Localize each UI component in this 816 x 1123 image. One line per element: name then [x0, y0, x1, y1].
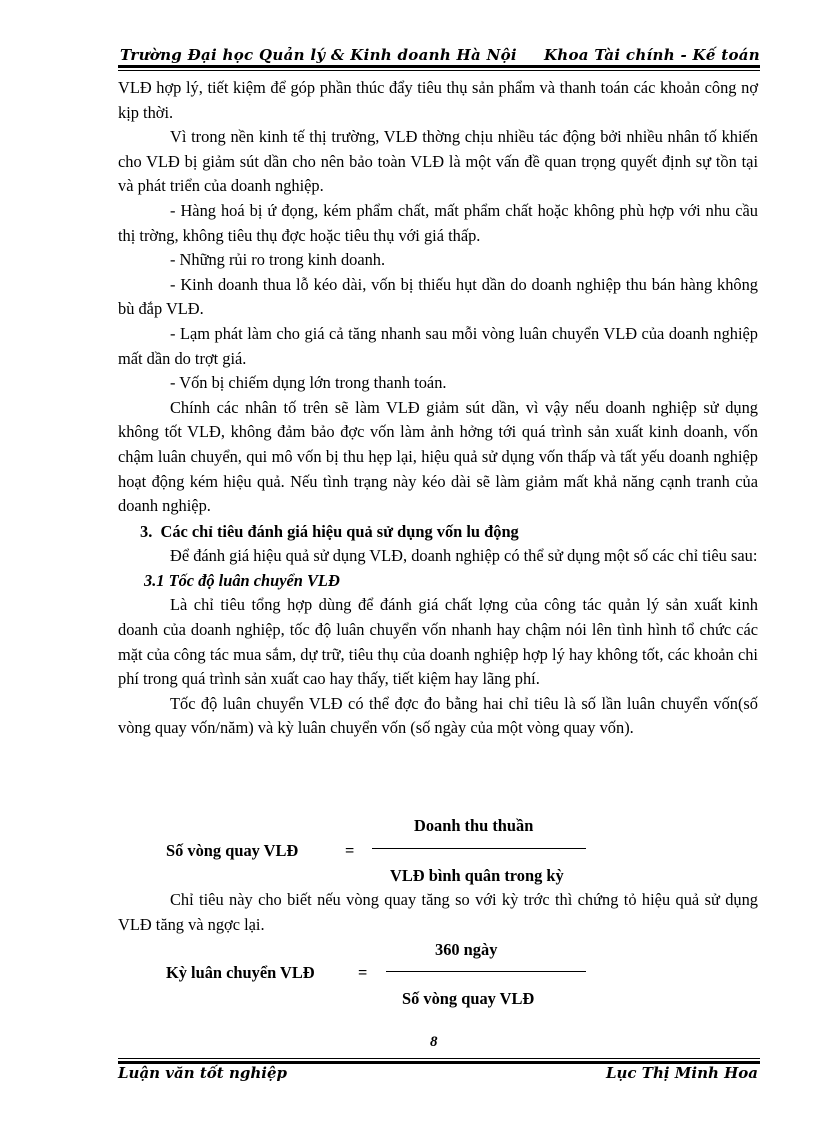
- paragraph: Chỉ tiêu này cho biết nếu vòng quay tăng so với kỳ trớc thì chứng tỏ hiệu quả sử dụng VLĐ tăng và ngợc lại.: [118, 890, 758, 934]
- formula2-lhs: Kỳ luân chuyển VLĐ: [166, 963, 315, 982]
- paragraph: - Hàng hoá bị ứ đọng, kém phẩm chất, mất phẩm chất hoặc không phù hợp với nhu cầu thị trờng, không tiêu thụ đợc hoặc tiêu thụ với giá thấp.: [118, 200, 758, 245]
- section-3-1-heading: 3.1 Tốc độ luân chuyển VLĐ: [144, 570, 340, 590]
- formula1-lhs: Số vòng quay VLĐ: [166, 841, 299, 860]
- paragraph: - Kinh doanh thua lỗ kéo dài, vốn bị thiếu hụt dần do doanh nghiệp thu bán hàng không bù đắp VLĐ.: [118, 274, 758, 319]
- section-3-heading: [118, 520, 758, 545]
- formula1-fraction-bar: [372, 848, 586, 849]
- footer-thesis-label: Luận văn tốt nghiệp: [118, 1064, 287, 1082]
- section-number: 3.: [140, 521, 153, 541]
- formula2-equals: =: [358, 963, 368, 982]
- paragraph: Tốc độ luân chuyển VLĐ có thể đợc đo bằng hai chỉ tiêu là số lần luân chuyển vốn(số vòng quay vốn/năm) và kỳ luân chuyển vốn (số ngày của một vòng quay vốn).: [118, 693, 758, 738]
- paragraph: - Vốn bị chiếm dụng lớn trong thanh toán.: [170, 373, 447, 393]
- formula1-equals: =: [345, 841, 355, 860]
- page-header: [118, 44, 760, 66]
- footer-author: Lục Thị Minh Hoa: [605, 1064, 758, 1082]
- body-text-continued: [118, 888, 758, 937]
- formula2-denominator: Số vòng quay VLĐ: [402, 989, 535, 1008]
- section-title: Các chỉ tiêu đánh giá hiệu quả sử dụng vốn lu động: [160, 521, 519, 541]
- paragraph: Là chỉ tiêu tổng hợp dùng để đánh giá chất lợng của công tác quản lý sản xuất kinh doanh của doanh nghiệp, tốc độ luân chuyển vốn nhanh hay chậm nói lên tình hình tổ chức các mặt của công tác mua sắm, dự trữ, tiêu thụ của doanh nghiệp hợp lý hay không tốt, các khoản chi phí trong quá trình sản xuất cao hay thấy, tiết kiệm hay lãng phí.: [118, 595, 758, 689]
- header-faculty: Khoa Tài chính - Kế toán: [543, 46, 760, 64]
- paragraph: - Lạm phát làm cho giá cả tăng nhanh sau mỗi vòng luân chuyển VLĐ của doanh nghiệp mất dần do trợt giá.: [118, 323, 758, 368]
- header-rule-thick: [118, 65, 760, 68]
- paragraph: Vì trong nền kinh tế thị trường, VLĐ thờng chịu nhiều tác động bởi nhiều nhân tố khiến cho VLĐ bị giảm sút dần cho nên bảo toàn VLĐ là một vấn đề quan trọng quyết định sự tồn tại và phát triển của doanh nghiệp.: [118, 127, 758, 196]
- paragraph: Chính các nhân tố trên sẽ làm VLĐ giảm sút dần, vì vậy nếu doanh nghiệp sử dụng không tốt VLĐ, không đảm bảo đợc vốn làm ảnh hởng tới quá trình sản xuất kinh doanh, vốn chậm luân chuyển, qui mô vốn bị thu hẹp lại, hiệu quả sử dụng vốn thấp và tất yếu doanh nghiệp hoạt động kém hiệu quả. Nếu tình trạng này kéo dài sẽ làm giảm mất khả năng cạnh tranh của doanh nghiệp.: [118, 397, 758, 516]
- paragraph: VLĐ hợp lý, tiết kiệm để góp phần thúc đẩy tiêu thụ sản phẩm và thanh toán các khoản công nợ kịp thời.: [118, 78, 758, 122]
- formula1-numerator: Doanh thu thuần: [414, 816, 534, 835]
- header-university: Trường Đại học Quản lý & Kinh doanh Hà Nội: [120, 46, 517, 64]
- body-text: [118, 76, 758, 741]
- header-rule-thin: [118, 70, 760, 71]
- paragraph: - Những rủi ro trong kinh doanh.: [170, 250, 386, 270]
- page-number: 8: [430, 1034, 438, 1050]
- formula2-numerator: 360 ngày: [435, 940, 498, 959]
- paragraph: Để đánh giá hiệu quả sử dụng VLĐ, doanh nghiệp có thể sử dụng một số các chỉ tiêu sau:: [170, 546, 758, 566]
- formula1-denominator: VLĐ bình quân trong kỳ: [390, 866, 564, 885]
- formula2-fraction-bar: [386, 971, 586, 972]
- footer-rule-thin: [118, 1058, 760, 1059]
